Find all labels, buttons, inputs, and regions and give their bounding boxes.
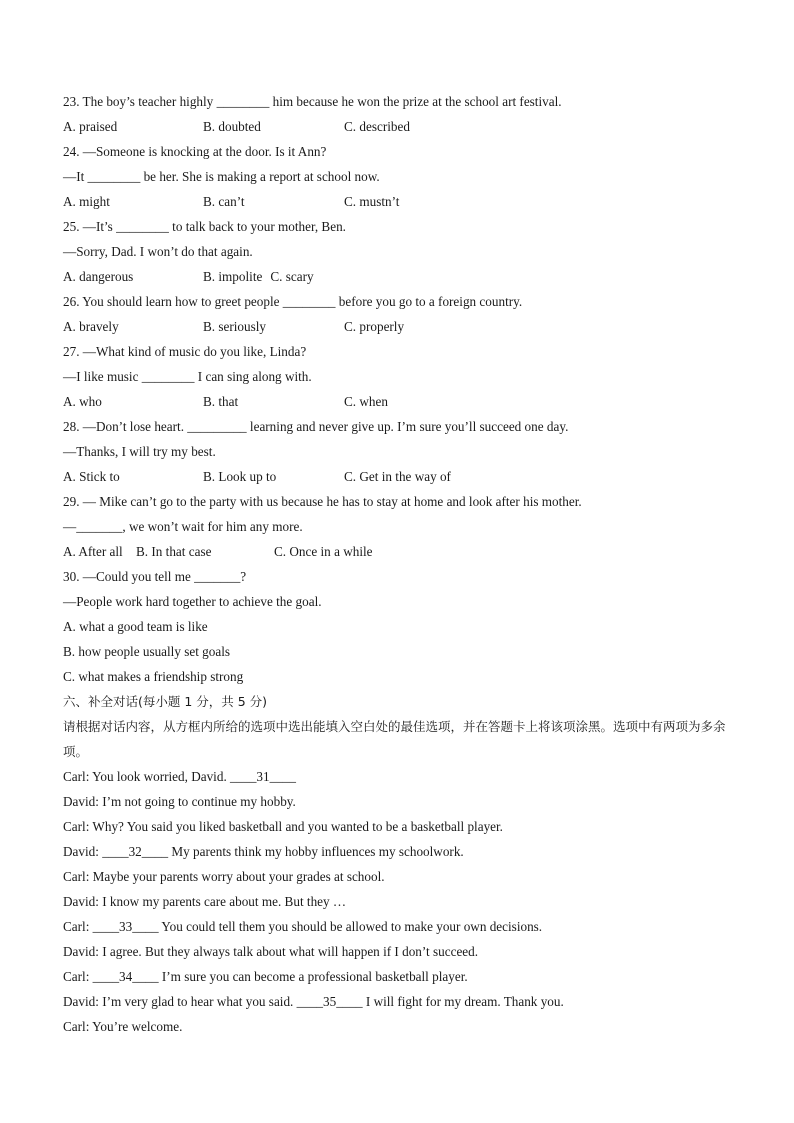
dialogue-line: Carl: You look worried, David. ____31____ [63, 769, 296, 784]
dialogue-line: David: I’m very glad to hear what you said. ____35____ I will fight for my dream. Thank you. [63, 994, 564, 1009]
section-instructions: 请根据对话内容，从方框内所给的选项中选出能填入空白处的最佳选项，并在答题卡上将该项涂黑。选项中有两项为多余项。 [63, 719, 726, 759]
question-column [63, 89, 743, 1039]
q30-reply: —People work hard together to achieve the goal. [63, 594, 322, 609]
q29-stem: 29. — Mike can’t go to the party with us because he has to stay at home and look after his mother. [63, 494, 582, 509]
dialogue-line: David: I agree. But they always talk about what will happen if I don’t succeed. [63, 944, 479, 959]
q27-option-b: B. that [203, 394, 239, 409]
q23-options [63, 114, 743, 139]
q29-option-b: B. In that case [136, 544, 212, 559]
q28-stem: 28. —Don’t lose heart. _________ learning and never give up. I’m sure you’ll succeed one day. [63, 419, 569, 434]
q29-option-a: A. After all [63, 544, 123, 559]
q25-reply: —Sorry, Dad. I won’t do that again. [63, 244, 253, 259]
q27-option-c: C. when [344, 394, 388, 409]
q23-option-b: B. doubted [203, 119, 261, 134]
q28-option-c: C. Get in the way of [344, 469, 451, 484]
q25-option-a: A. dangerous [63, 269, 134, 284]
q29-reply: —_______, we won’t wait for him any more. [63, 519, 303, 534]
q26-option-c: C. properly [344, 319, 405, 334]
dialogue-line: Carl: You’re welcome. [63, 1019, 183, 1034]
q27-reply: —I like music ________ I can sing along with. [63, 369, 312, 384]
dialogue-line: David: I’m not going to continue my hobby. [63, 794, 296, 809]
q30-stem: 30. —Could you tell me _______? [63, 569, 247, 584]
q28-option-b: B. Look up to [203, 469, 277, 484]
q25-stem: 25. —It’s ________ to talk back to your mother, Ben. [63, 219, 346, 234]
dialogue-line: David: ____32____ My parents think my hobby influences my schoolwork. [63, 844, 464, 859]
q26-option-b: B. seriously [203, 319, 267, 334]
q30-option-a: A. what a good team is like [63, 619, 208, 634]
q26-options [63, 314, 743, 339]
q24-reply: —It ________ be her. She is making a report at school now. [63, 169, 380, 184]
section-title: 六、补全对话(每小题 1 分，共 5 分) [63, 694, 268, 709]
q27-options [63, 389, 743, 414]
q24-option-b: B. can’t [203, 194, 245, 209]
q28-reply: —Thanks, I will try my best. [63, 444, 216, 459]
q29-option-c: C. Once in a while [274, 544, 373, 559]
dialogue-line: Carl: ____34____ I’m sure you can become a professional basketball player. [63, 969, 468, 984]
dialogue-line: David: I know my parents care about me. But they … [63, 894, 347, 909]
q30-option-c: C. what makes a friendship strong [63, 669, 244, 684]
q24-stem: 24. —Someone is knocking at the door. Is it Ann? [63, 144, 327, 159]
q24-option-a: A. might [63, 194, 110, 209]
q24-option-c: C. mustn’t [344, 194, 400, 209]
q29-options [63, 539, 743, 564]
dialogue-line: Carl: Why? You said you liked basketball and you wanted to be a basketball player. [63, 819, 503, 834]
q23-stem: 23. The boy’s teacher highly ________ him because he won the prize at the school art festival. [63, 94, 562, 109]
q25-options [63, 264, 743, 289]
dialogue-line: Carl: Maybe your parents worry about your grades at school. [63, 869, 385, 884]
q28-options [63, 464, 743, 489]
q26-stem: 26. You should learn how to greet people ________ before you go to a foreign country. [63, 294, 523, 309]
q24-options [63, 189, 743, 214]
q25-option-b: B. impolite [203, 269, 263, 284]
q23-option-c: C. described [344, 119, 410, 134]
q25-option-c: C. scary [270, 269, 314, 284]
dialogue-line: Carl: ____33____ You could tell them you should be allowed to make your own decisions. [63, 919, 543, 934]
q26-option-a: A. bravely [63, 319, 119, 334]
q28-option-a: A. Stick to [63, 469, 120, 484]
q27-stem: 27. —What kind of music do you like, Linda? [63, 344, 307, 359]
q27-option-a: A. who [63, 394, 102, 409]
q23-option-a: A. praised [63, 119, 118, 134]
q30-option-b: B. how people usually set goals [63, 644, 231, 659]
